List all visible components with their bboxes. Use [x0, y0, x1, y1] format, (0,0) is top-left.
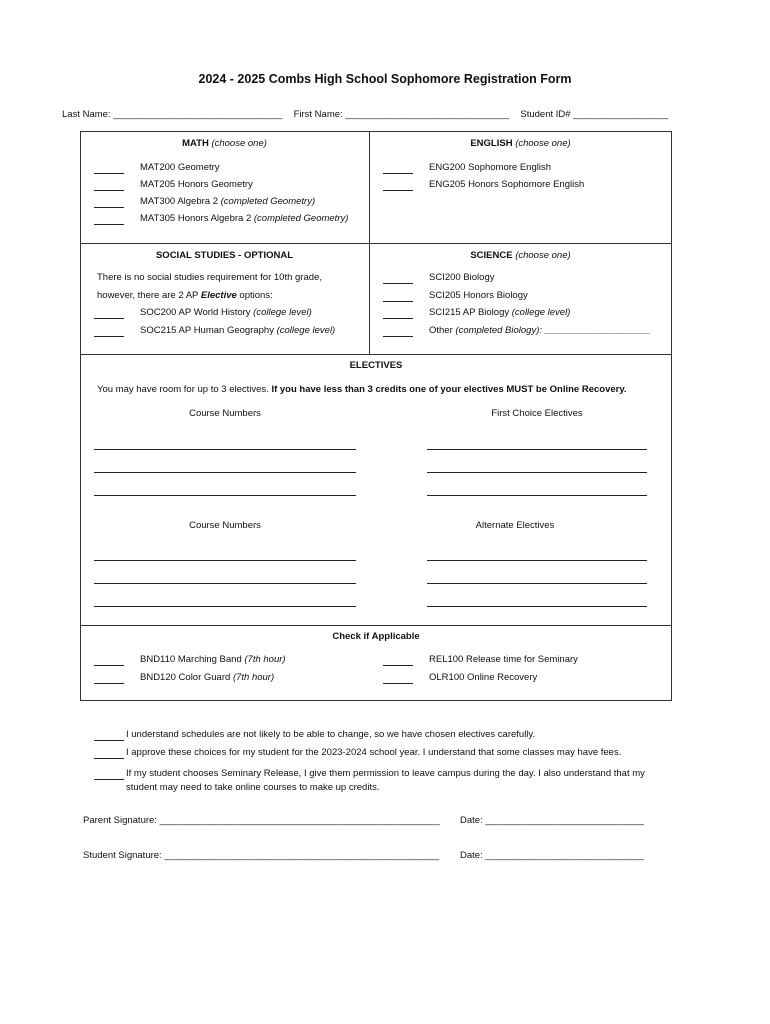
parent-signature-field[interactable]: Parent Signature: _____________________________________________________ — [83, 815, 440, 826]
social-studies-intro: There is no social studies requirement for 10th grade, — [97, 272, 322, 283]
science-heading: SCIENCE (choose one) — [470, 250, 571, 261]
student-date-field[interactable]: Date: ______________________________ — [460, 850, 644, 861]
student-info-line — [62, 109, 669, 120]
course-number-blank[interactable] — [94, 449, 356, 450]
checkbox-blank[interactable] — [94, 198, 124, 208]
applicable-heading: Check if Applicable — [332, 631, 420, 642]
acknowledgement-seminary-cont: student may need to take online courses to make up credits. — [126, 782, 380, 793]
row-divider-2 — [80, 354, 672, 355]
course-number-blank[interactable] — [94, 560, 356, 561]
checkbox-blank[interactable] — [94, 215, 124, 225]
checkbox-blank[interactable] — [383, 327, 413, 337]
checkbox-blank[interactable] — [383, 164, 413, 174]
english-heading: ENGLISH (choose one) — [470, 138, 571, 149]
course-number-blank[interactable] — [94, 495, 356, 496]
math-heading: MATH (choose one) — [182, 138, 267, 149]
checkbox-blank[interactable] — [383, 292, 413, 302]
alternate-elective-blank[interactable] — [427, 560, 647, 561]
first-choice-label: First Choice Electives — [491, 408, 583, 419]
alternate-electives-label: Alternate Electives — [475, 520, 555, 531]
course-number-blank[interactable] — [94, 606, 356, 607]
student-id-field[interactable]: Student ID# __________________ — [520, 109, 669, 120]
social-studies-heading: SOCIAL STUDIES - OPTIONAL — [155, 250, 294, 261]
electives-heading: ELECTIVES — [349, 360, 403, 371]
initial-blank[interactable] — [94, 770, 124, 780]
row-divider-3 — [80, 625, 672, 626]
checkbox-blank[interactable] — [94, 164, 124, 174]
row-divider-1 — [80, 243, 672, 244]
course-number-blank[interactable] — [94, 583, 356, 584]
checkbox-blank[interactable] — [383, 309, 413, 319]
last-name-field[interactable]: Last Name: ________________________________ — [62, 109, 283, 120]
course-numbers-label: Course Numbers — [189, 520, 261, 531]
form-title: 2024 - 2025 Combs High School Sophomore Registration Form — [198, 72, 572, 86]
social-studies-intro-2: however, there are 2 AP Elective options: — [97, 290, 273, 301]
checkbox-blank[interactable] — [383, 656, 413, 666]
first-choice-blank[interactable] — [427, 472, 647, 473]
course-number-blank[interactable] — [94, 472, 356, 473]
course-numbers-label: Course Numbers — [189, 408, 261, 419]
first-choice-blank[interactable] — [427, 449, 647, 450]
checkbox-blank[interactable] — [383, 674, 413, 684]
checkbox-blank[interactable] — [383, 181, 413, 191]
first-choice-blank[interactable] — [427, 495, 647, 496]
initial-blank[interactable] — [94, 731, 124, 741]
checkbox-blank[interactable] — [94, 656, 124, 666]
checkbox-blank[interactable] — [94, 309, 124, 319]
student-signature-field[interactable]: Student Signature: ____________________________________________________ — [83, 850, 440, 861]
electives-note: You may have room for up to 3 electives. If you have less than 3 credits one of your electives MUST be Online Recovery. — [97, 384, 627, 395]
alternate-elective-blank[interactable] — [427, 583, 647, 584]
alternate-elective-blank[interactable] — [427, 606, 647, 607]
checkbox-blank[interactable] — [383, 274, 413, 284]
checkbox-blank[interactable] — [94, 674, 124, 684]
checkbox-blank[interactable] — [94, 181, 124, 191]
parent-date-field[interactable]: Date: ______________________________ — [460, 815, 644, 826]
checkbox-blank[interactable] — [94, 327, 124, 337]
first-name-field[interactable]: First Name: _______________________________ — [293, 109, 510, 120]
initial-blank[interactable] — [94, 749, 124, 759]
